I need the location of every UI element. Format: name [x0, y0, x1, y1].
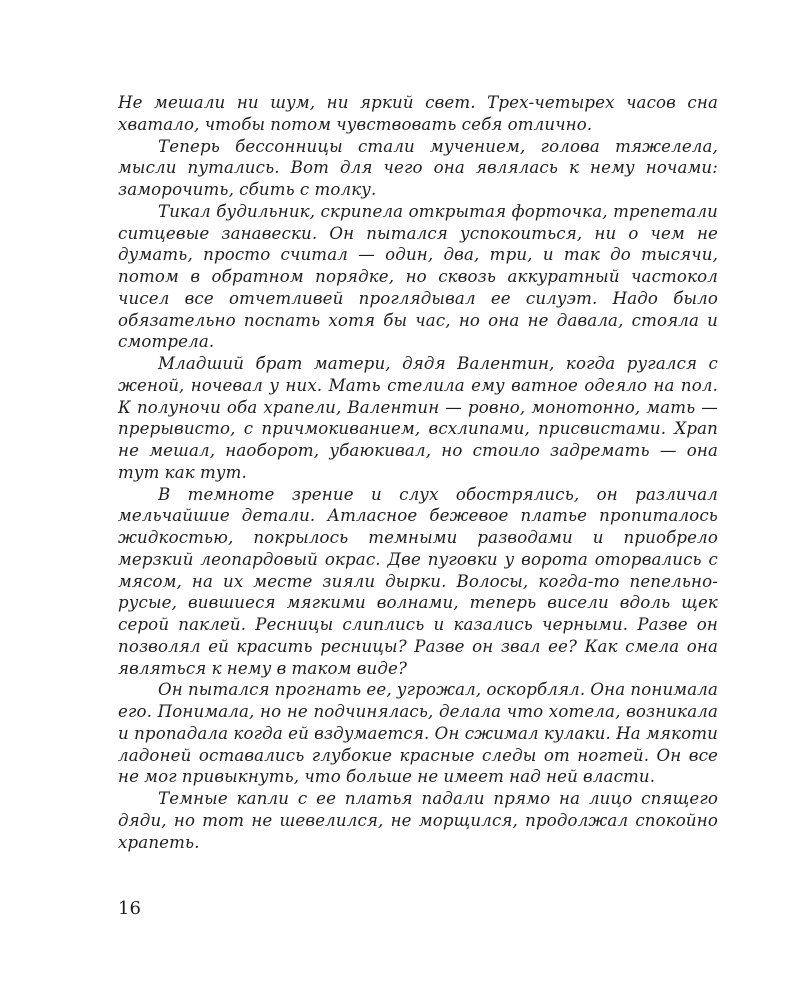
- page-body: [118, 92, 718, 853]
- paragraph-7: Темные капли с ее платья падали прямо на лицо спящего дяди, но тот не шевелился, не морщился, продолжал спокойно храпеть.: [118, 789, 718, 852]
- page-number: 16: [118, 898, 141, 919]
- paragraph-3: Тикал будильник, скрипела открытая форточка, трепетали ситцевые занавески. Он пытался успокоиться, ни о чем не думать, просто считал — один, два, три, и так до тысячи, потом в обратном порядке, но сквозь аккуратный частокол чисел все отчетливей проглядывал ее силуэт. Надо было обязательно поспать хотя бы час, но она не давала, стояла и смотрела.: [118, 201, 718, 352]
- paragraph-2: Теперь бессонницы стали мучением, голова тяжелела, мысли путались. Вот для чего она являлась к нему ночами: заморочить, сбить с толку.: [118, 136, 718, 199]
- paragraph-5: В темноте зрение и слух обострялись, он различал мельчайшие детали. Атласное бежевое платье пропиталось жидкостью, покрылось темными разводами и приобрело мерзкий леопардовый окрас. Две пуговки у ворота оторвались с мясом, на их месте зияли дырки. Волосы, когда-то пепельно-русые, вившиеся мягкими волнами, теперь висели вдоль щек серой паклей. Ресницы слиплись и казались черными. Разве он позволял ей красить ресницы? Разве он звал ее? Как смела она являться к нему в таком виде?: [118, 484, 718, 678]
- paragraph-1: Не мешали ни шум, ни яркий свет. Трех-четырех часов сна хватало, чтобы потом чувствовать себя отлично.: [118, 93, 718, 134]
- paragraph-4: Младший брат матери, дядя Валентин, когда ругался с женой, ночевал у них. Мать стелила ему ватное одеяло на пол. К полуночи оба храпели, Валентин — ровно, монотонно, мать — прерывисто, с причмокиванием, всхлипами, присвистами. Храп не мешал, наоборот, убаюкивал, но стоило задремать — она тут как тут.: [118, 354, 718, 482]
- paragraph-6: Он пытался прогнать ее, угрожал, оскорблял. Она понимала его. Понимала, но не подчинялась, делала что хотела, возникала и пропадала когда ей вздумается. Он сжимал кулаки. На мякоти ладоней оставались глубокие красные следы от ногтей. Он все не мог привыкнуть, что больше не имеет над ней власти.: [118, 680, 719, 787]
